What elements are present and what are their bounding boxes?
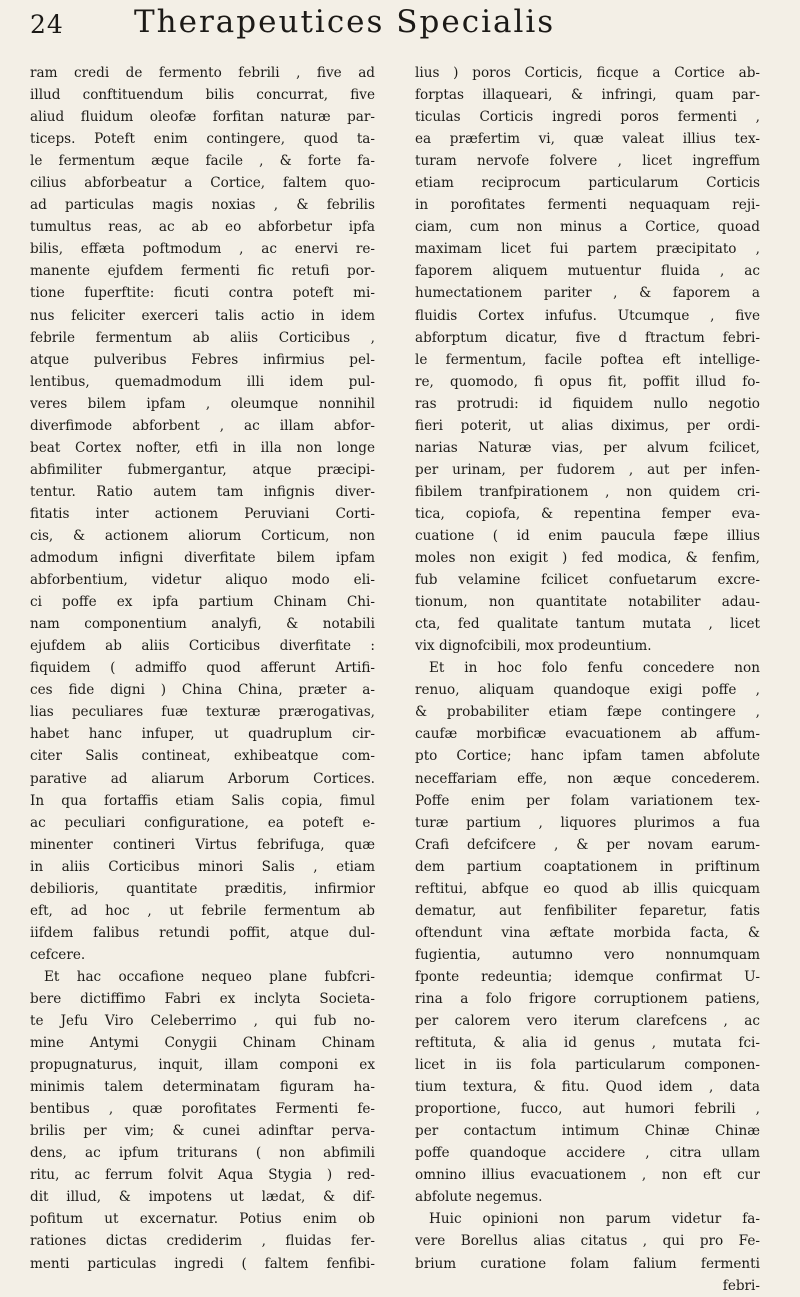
text-line: eft, ad hoc , ut febrile fermentum ab: [30, 902, 375, 919]
page-number: 24: [30, 10, 64, 39]
text-line: ac peculiari configuratione, ea poteft e-: [30, 814, 375, 831]
text-line: maximam licet fui partem præcipitato ,: [415, 241, 760, 258]
text-line: beat Cortex nofter, etfi in illa non longe: [30, 439, 375, 456]
text-line: nus feliciter exerceri talis actio in idem: [30, 307, 375, 324]
text-line: abfimiliter fubmergantur, atque præcipi-: [30, 461, 375, 478]
text-line: bere dictiffimo Fabri ex inclyta Societa-: [30, 990, 375, 1007]
text-line: rina a folo frigore corruptionem patiens,: [415, 990, 760, 1007]
text-line: dematur, aut fenfibiliter feparetur, fatis: [415, 902, 760, 919]
text-line: & probabiliter etiam fæpe contingere ,: [415, 704, 760, 721]
text-line: omnino illius evacuationem , non eft cur: [415, 1167, 760, 1184]
text-line: in aliis Corticibus minori Salis , etiam: [30, 858, 375, 875]
text-line: humectationem pariter , & faporem a: [415, 285, 760, 302]
text-line: cilius abforbeatur a Cortice, faltem quo-: [30, 175, 375, 192]
page-header: [30, 4, 782, 48]
text-line: menti particulas ingredi ( faltem fenfibi-: [30, 1255, 375, 1272]
right-column: [415, 62, 760, 1297]
text-line: brilis per vim; & cunei adinftar perva-: [30, 1123, 375, 1140]
text-line: caufæ morbificæ evacuationem ab affum-: [415, 726, 760, 743]
text-line: Et hac occafione nequeo plane fubfcri-: [44, 968, 375, 985]
text-line: tentur. Ratio autem tam infignis diver-: [30, 483, 375, 500]
text-line: reftitui, abfque eo quod ab illis quicquam: [415, 880, 760, 897]
text-line: Poffe enim per folam variationem tex-: [415, 792, 760, 809]
running-title: Therapeutices Specialis: [134, 4, 556, 40]
text-line: lentibus, quemadmodum illi idem pul-: [30, 373, 375, 390]
text-line: reftituta, & alia id genus , mutata fci-: [415, 1035, 760, 1052]
text-line: ticeps. Poteft enim contingere, quod ta-: [30, 131, 375, 148]
text-line: narias Naturæ vias, per alvum fcilicet,: [415, 439, 760, 456]
text-line: veres bilem ipfam , oleumque nonnihil: [30, 395, 375, 412]
text-line: renuo, aliquam quandoque exigi poffe ,: [415, 682, 760, 699]
text-line: brium curatione folam falium fermenti: [415, 1255, 760, 1272]
text-line: dens, ac ipfum triturans ( non abfimili: [30, 1145, 375, 1162]
text-line: manente ejufdem fermenti fic retufi por-: [30, 263, 375, 280]
text-line: mine Antymi Conygii Chinam Chinam: [30, 1035, 375, 1052]
text-line: faporem aliquem mutuentur fluida , ac: [415, 263, 760, 280]
text-line: pofitum ut excernatur. Potius enim ob: [30, 1211, 375, 1228]
text-line: fiquidem ( admiffo quod afferunt Artifi-: [30, 660, 375, 677]
text-line: per urinam, per fudorem , aut per infen-: [415, 461, 760, 478]
text-line: tumultus reas, ac ab eo abforbetur ipfa: [30, 219, 375, 236]
text-line: lias peculiares fuæ texturæ prærogativas,: [30, 704, 375, 721]
text-line: febrile fermentum ab aliis Corticibus ,: [30, 329, 375, 346]
text-line: fibilem tranfpirationem , non quidem cri-: [415, 483, 760, 500]
text-line: Crafi defcifcere , & per novam earum-: [415, 836, 760, 853]
text-line: turam nervofe folvere , licet ingreffum: [415, 153, 760, 170]
text-line: dem partium coaptationem in priftinum: [415, 858, 760, 875]
text-line: le fermentum, facile poftea eft intellige-: [415, 351, 760, 368]
text-line: fugientia, autumno vero nonnumquam: [415, 946, 760, 963]
text-line: In qua fortaffis etiam Salis copia, fimul: [30, 792, 375, 809]
text-line: ras protrudi: id fiquidem nullo negotio: [415, 395, 760, 412]
text-line: cta, fed qualitate tantum mutata , licet: [415, 616, 760, 633]
text-line: tionum, non quantitate notabiliter adau-: [415, 594, 760, 611]
text-line: ejufdem ab aliis Corticibus diverfitate :: [30, 638, 375, 655]
text-line: bilis, effæta poftmodum , ac enervi re-: [30, 241, 375, 258]
text-line: fub velamine fcilicet confuetarum excre-: [415, 572, 760, 589]
text-line: tica, copiofa, & repentina femper eva-: [415, 505, 760, 522]
text-line: debilioris, quantitate præditis, infirmior: [30, 880, 375, 897]
text-line: ticulas Corticis ingredi poros fermenti ,: [415, 109, 760, 126]
text-line: ea præfertim vi, quæ valeat illius tex-: [415, 131, 760, 148]
text-line: turæ partium , liquores plurimos a fua: [415, 814, 760, 831]
text-line: dit illud, & impotens ut lædat, & dif-: [30, 1189, 375, 1206]
text-line: minimis talem determinatam figuram ha-: [30, 1079, 375, 1096]
text-line: admodum infigni diverfitate bilem ipfam: [30, 550, 375, 567]
text-line: aliud fluidum oleofæ forfitan naturæ par-: [30, 109, 375, 126]
text-line: fieri poterit, ut alias diximus, per ordi-: [415, 417, 760, 434]
text-line: in porofitates fermenti nequaquam reji-: [415, 197, 760, 214]
text-line: nam componentium analyfi, & notabili: [30, 616, 375, 633]
text-line: ad particulas magis noxias , & febrilis: [30, 197, 375, 214]
text-line: cuatione ( id enim paucula fæpe illius: [415, 527, 760, 544]
text-line: poffe quandoque accidere , citra ullam: [415, 1145, 760, 1162]
text-line: per contactum intimum Chinæ Chinæ: [415, 1123, 760, 1140]
text-line: re, quomodo, fi opus fit, poffit illud fo-: [415, 373, 760, 390]
text-line: atque pulveribus Febres infirmius pel-: [30, 351, 375, 368]
text-line: ritu, ac ferrum folvit Aqua Stygia ) red-: [30, 1167, 375, 1184]
text-line: citer Salis contineat, exhibeatque com-: [30, 748, 375, 765]
text-line: oftendunt vina æftate morbida facta, &: [415, 924, 760, 941]
text-line: etiam reciprocum particularum Corticis: [415, 175, 760, 192]
text-line: febri-: [722, 1277, 760, 1294]
text-line: le fermentum æque facile , & forte fa-: [30, 153, 375, 170]
text-line: ciam, cum non minus a Cortice, quoad: [415, 219, 760, 236]
text-line: illud conftituendum bilis concurrat, five: [30, 87, 375, 104]
text-line: abfolute negemus.: [415, 1189, 543, 1206]
text-line: Huic opinioni non parum videtur fa-: [429, 1211, 760, 1228]
text-line: proportione, fucco, aut humori febrili ,: [415, 1101, 760, 1118]
text-line: vix dignofcibili, mox prodeuntium.: [415, 638, 652, 655]
text-line: propugnaturus, inquit, illam componi ex: [30, 1057, 375, 1074]
text-line: fluidis Cortex infufus. Utcumque , five: [415, 307, 760, 324]
text-line: bentibus , quæ porofitates Fermenti fe-: [30, 1101, 375, 1118]
text-line: parative ad aliarum Arborum Cortices.: [30, 770, 375, 787]
text-line: habet hanc infuper, ut quadruplum cir-: [30, 726, 375, 743]
text-line: tione fuperftite: ficuti contra poteft mi-: [30, 285, 375, 302]
text-line: abforptum dicatur, five d ftractum febri-: [415, 329, 760, 346]
text-line: te Jefu Viro Celeberrimo , qui fub no-: [30, 1013, 375, 1030]
text-line: per calorem vero iterum clarefcens , ac: [415, 1013, 760, 1030]
text-line: vere Borellus alias citatus , qui pro Fe-: [415, 1233, 760, 1250]
text-line: diverfimode abforbent , ac illam abfor-: [30, 417, 375, 434]
text-line: iifdem falibus retundi poffit, atque dul-: [30, 924, 375, 941]
text-line: ram credi de fermento febrili , five ad: [30, 65, 375, 81]
text-line: licet in iis fola particularum componen-: [415, 1057, 760, 1074]
text-line: moles non exigit ) fed modica, & fenfim,: [415, 550, 760, 567]
text-line: cefcere.: [30, 946, 86, 963]
text-line: minenter contineri Virtus febrifuga, quæ: [30, 836, 375, 853]
text-line: rationes dictas crediderim , fluidas fer-: [30, 1233, 375, 1250]
text-line: lius ) poros Corticis, ficque a Cortice ab-: [415, 65, 760, 81]
text-line: fitatis inter actionem Peruviani Corti-: [30, 505, 375, 522]
text-line: abforbentium, videtur aliquo modo eli-: [30, 572, 375, 589]
text-line: Et in hoc folo fenfu concedere non: [429, 660, 760, 677]
text-line: ces fide digni ) China China, præter a-: [30, 682, 375, 699]
text-line: forptas illaqueari, & infringi, quam par-: [415, 87, 760, 104]
text-line: neceffariam effe, non æque concederem.: [415, 770, 760, 787]
text-line: pto Cortice; hanc ipfam tamen abfolute: [415, 748, 760, 765]
text-line: ci poffe ex ipfa partium Chinam Chi-: [30, 594, 375, 611]
text-line: tium textura, & fitu. Quod idem , data: [415, 1079, 760, 1096]
text-line: fponte redeuntia; idemque confirmat U-: [415, 968, 760, 985]
left-column: [30, 62, 375, 1275]
text-line: cis, & actionem aliorum Corticum, non: [30, 527, 375, 544]
